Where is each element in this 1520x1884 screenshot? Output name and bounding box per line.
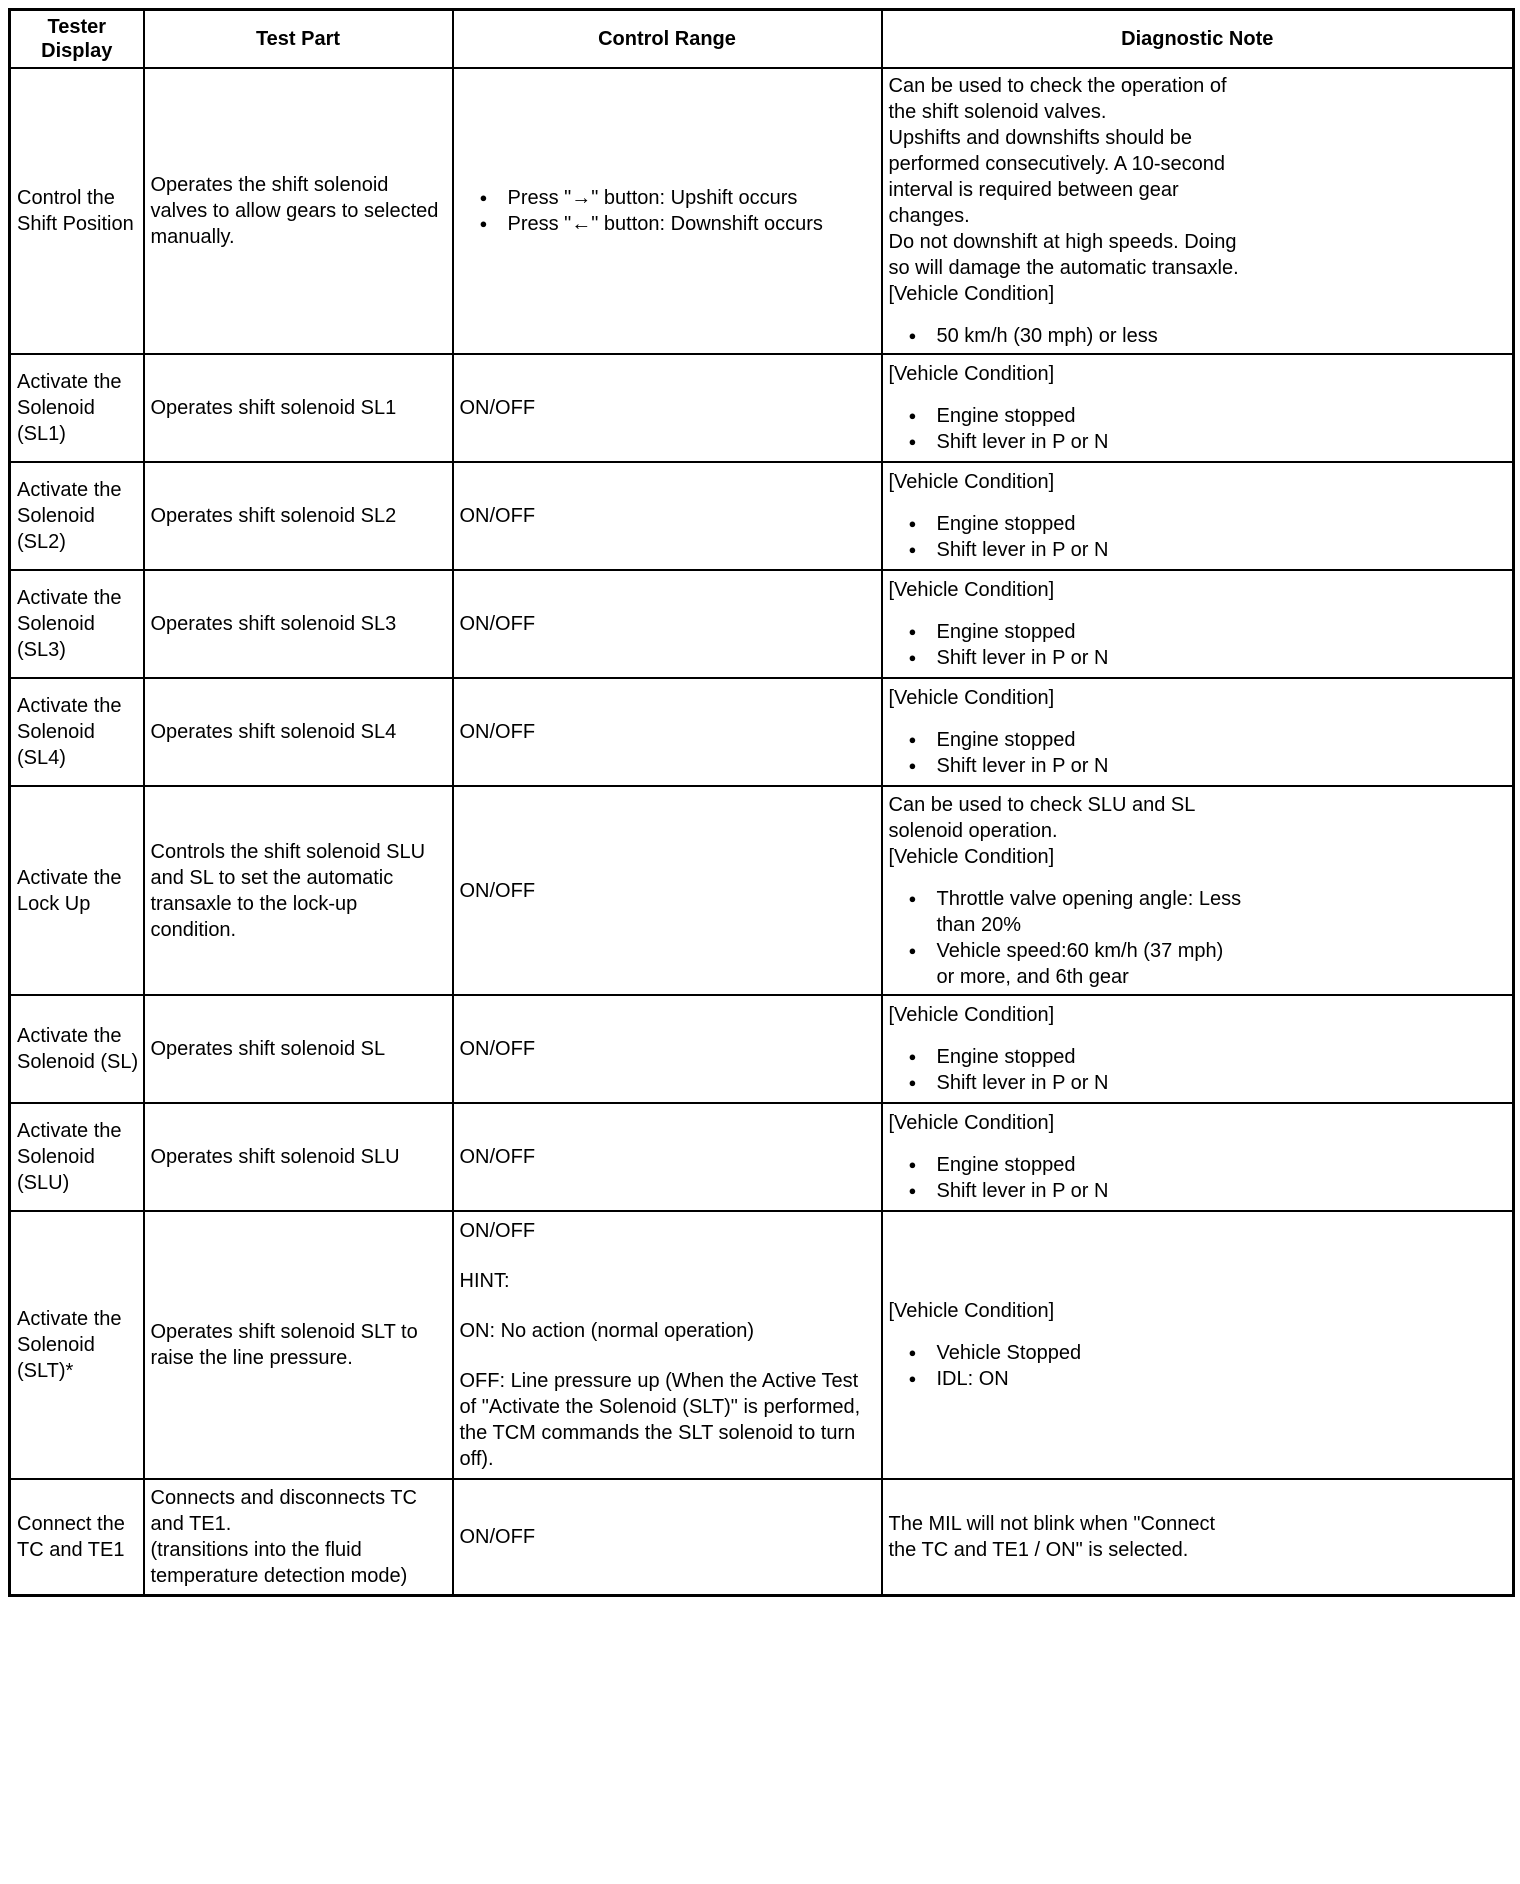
text-block: Do not downshift at high speeds. Doing so will damage the automatic transaxle. <box>888 231 1239 279</box>
text-block: Operates the shift solenoid valves to allow gears to selected manually. <box>150 174 439 248</box>
diagnostic-note-cell <box>882 570 1514 678</box>
tester-display-text: Connect the TC and TE1 <box>17 1512 125 1561</box>
control-range-cell <box>453 354 882 462</box>
bullet-item: ● Engine stopped <box>909 727 1243 753</box>
tester-display-cell <box>10 1211 144 1479</box>
test-part-cell <box>144 354 453 462</box>
text-block: OFF: Line pressure up (When the Active Test of "Activate the Solenoid (SLT)" is performed, the TCM commands the SLT solenoid to turn off). <box>459 1370 861 1470</box>
control-range-cell <box>453 570 882 678</box>
text-block: Operates shift solenoid SL3 <box>150 613 397 635</box>
bullet-item: ● Engine stopped <box>909 1152 1243 1178</box>
text-block: [Vehicle Condition] <box>888 1112 1055 1134</box>
text-block: Upshifts and downshifts should be performed consecutively. A 10-second interval is required between gear changes. <box>888 127 1225 227</box>
tester-display-text: Activate the Solenoid (SLU) <box>17 1120 122 1194</box>
control-range-cell <box>453 462 882 570</box>
text-block: The MIL will not blink when "Connect the TC and TE1 / ON" is selected. <box>888 1512 1216 1561</box>
tester-display-text: Activate the Solenoid (SLT)* <box>17 1308 122 1382</box>
header-tester-display: Tester Display <box>10 10 144 69</box>
text-block: ON: No action (normal operation) <box>459 1320 755 1342</box>
text-block: Controls the shift solenoid SLU and SL to set the automatic transaxle to the lock-up condition. <box>150 840 426 941</box>
text-block: Operates shift solenoid SLU <box>150 1146 400 1168</box>
bullet-item: ● Press "→" button: Upshift occurs <box>480 185 875 211</box>
text-block: ON/OFF <box>459 505 536 527</box>
text-block: Operates shift solenoid SL <box>150 1038 386 1060</box>
diagnostic-note-cell <box>882 68 1514 354</box>
text-block: [Vehicle Condition] <box>888 1004 1055 1026</box>
control-range-cell <box>453 786 882 995</box>
text-block: ON/OFF <box>459 1038 536 1060</box>
text-block: [Vehicle Condition] <box>888 363 1055 385</box>
control-range-cell <box>453 1211 882 1479</box>
bullet-item: ● Vehicle speed:60 km/h (37 mph) or more, and 6th gear <box>909 938 1243 990</box>
bullet-list <box>889 323 1243 349</box>
bullet-list <box>889 619 1243 671</box>
control-range-cell <box>453 995 882 1103</box>
tester-display-cell <box>10 1103 144 1211</box>
tester-display-cell <box>10 68 144 354</box>
bullet-item: ● Press "←" button: Downshift occurs <box>480 211 875 237</box>
text-block: [Vehicle Condition] <box>888 845 1055 868</box>
active-test-table <box>8 8 1515 1597</box>
header-diagnostic-note: Diagnostic Note <box>882 10 1514 69</box>
tester-display-cell <box>10 995 144 1103</box>
bullet-list <box>889 1340 1243 1392</box>
tester-display-cell <box>10 570 144 678</box>
bullet-list <box>889 1152 1243 1204</box>
test-part-cell <box>144 678 453 786</box>
table-row <box>10 68 1514 354</box>
test-part-cell <box>144 1479 453 1595</box>
bullet-item: ● Engine stopped <box>909 403 1243 429</box>
text-block: ON/OFF <box>459 1146 536 1168</box>
diagnostic-note-cell <box>882 1103 1514 1211</box>
text-block: Operates shift solenoid SL2 <box>150 505 397 527</box>
test-part-cell <box>144 786 453 995</box>
text-block: [Vehicle Condition] <box>888 283 1055 305</box>
text-block: ON/OFF <box>459 1525 536 1548</box>
text-block: [Vehicle Condition] <box>888 1300 1055 1322</box>
bullet-item: ● Shift lever in P or N <box>909 429 1243 455</box>
bullet-item: ● Engine stopped <box>909 619 1243 645</box>
bullet-item: ● Shift lever in P or N <box>909 537 1243 563</box>
tester-display-text: Control the Shift Position <box>17 187 134 235</box>
bullet-list <box>889 1044 1243 1096</box>
test-part-cell <box>144 1103 453 1211</box>
control-range-cell <box>453 1479 882 1595</box>
text-block: Connects and disconnects TC and TE1. <box>150 1486 417 1535</box>
text-block: ON/OFF <box>459 1220 536 1242</box>
test-part-cell <box>144 68 453 354</box>
diagnostic-note-cell <box>882 678 1514 786</box>
tester-display-text: Activate the Lock Up <box>17 866 122 915</box>
control-range-cell <box>453 68 882 354</box>
text-block: HINT: <box>459 1270 510 1292</box>
header-row <box>10 10 1514 69</box>
bullet-list <box>889 727 1243 779</box>
tester-display-text: Activate the Solenoid (SL2) <box>17 479 122 553</box>
bullet-list <box>460 185 875 237</box>
text-block: ON/OFF <box>459 397 536 419</box>
tester-display-cell <box>10 1479 144 1595</box>
text-block: ON/OFF <box>459 879 536 902</box>
diagnostic-note-cell <box>882 462 1514 570</box>
bullet-item: ● 50 km/h (30 mph) or less <box>909 323 1243 349</box>
bullet-list <box>889 886 1243 990</box>
table-header <box>10 10 1514 69</box>
diagnostic-note-cell <box>882 1479 1514 1595</box>
text-block: Operates shift solenoid SLT to raise the line pressure. <box>150 1321 418 1369</box>
tester-display-text: Activate the Solenoid (SL) <box>17 1025 139 1073</box>
bullet-item: ● Throttle valve opening angle: Less than 20% <box>909 886 1243 938</box>
tester-display-text: Activate the Solenoid (SL1) <box>17 371 122 445</box>
bullet-item: ● Shift lever in P or N <box>909 1070 1243 1096</box>
text-block: Can be used to check SLU and SL solenoid operation. <box>888 793 1195 842</box>
tester-display-text: Activate the Solenoid (SL3) <box>17 587 122 661</box>
text-block: Operates shift solenoid SL1 <box>150 397 397 419</box>
text-block: (transitions into the fluid temperature detection mode) <box>150 1538 408 1587</box>
bullet-list <box>889 511 1243 563</box>
tester-display-text: Activate the Solenoid (SL4) <box>17 695 122 769</box>
tester-display-cell <box>10 354 144 462</box>
diagnostic-note-cell <box>882 995 1514 1103</box>
control-range-cell <box>453 1103 882 1211</box>
table-body <box>10 68 1514 1595</box>
test-part-cell <box>144 570 453 678</box>
text-block: ON/OFF <box>459 613 536 635</box>
tester-display-cell <box>10 786 144 995</box>
header-test-part: Test Part <box>144 10 453 69</box>
table-row <box>10 995 1514 1103</box>
bullet-item: ● Shift lever in P or N <box>909 645 1243 671</box>
test-part-cell <box>144 995 453 1103</box>
bullet-item: ● Shift lever in P or N <box>909 1178 1243 1204</box>
table-row <box>10 570 1514 678</box>
table-row <box>10 1211 1514 1479</box>
table-row <box>10 786 1514 995</box>
text-block: [Vehicle Condition] <box>888 687 1055 709</box>
tester-display-cell <box>10 462 144 570</box>
bullet-item: ● Vehicle Stopped <box>909 1340 1243 1366</box>
header-control-range: Control Range <box>453 10 882 69</box>
text-block: Operates shift solenoid SL4 <box>150 721 397 743</box>
bullet-item: ● IDL: ON <box>909 1366 1243 1392</box>
diagnostic-note-cell <box>882 786 1514 995</box>
diagnostic-note-cell <box>882 1211 1514 1479</box>
text-block: [Vehicle Condition] <box>888 579 1055 601</box>
bullet-list <box>889 403 1243 455</box>
text-block: Can be used to check the operation of the shift solenoid valves. <box>888 75 1227 123</box>
tester-display-cell <box>10 678 144 786</box>
table-row <box>10 1479 1514 1595</box>
table-row <box>10 462 1514 570</box>
control-range-cell <box>453 678 882 786</box>
diagnostic-note-cell <box>882 354 1514 462</box>
test-part-cell <box>144 462 453 570</box>
table-row <box>10 678 1514 786</box>
test-part-cell <box>144 1211 453 1479</box>
bullet-item: ● Engine stopped <box>909 511 1243 537</box>
text-block: ON/OFF <box>459 721 536 743</box>
bullet-item: ● Engine stopped <box>909 1044 1243 1070</box>
table-row <box>10 354 1514 462</box>
bullet-item: ● Shift lever in P or N <box>909 753 1243 779</box>
text-block: [Vehicle Condition] <box>888 471 1055 493</box>
table-row <box>10 1103 1514 1211</box>
